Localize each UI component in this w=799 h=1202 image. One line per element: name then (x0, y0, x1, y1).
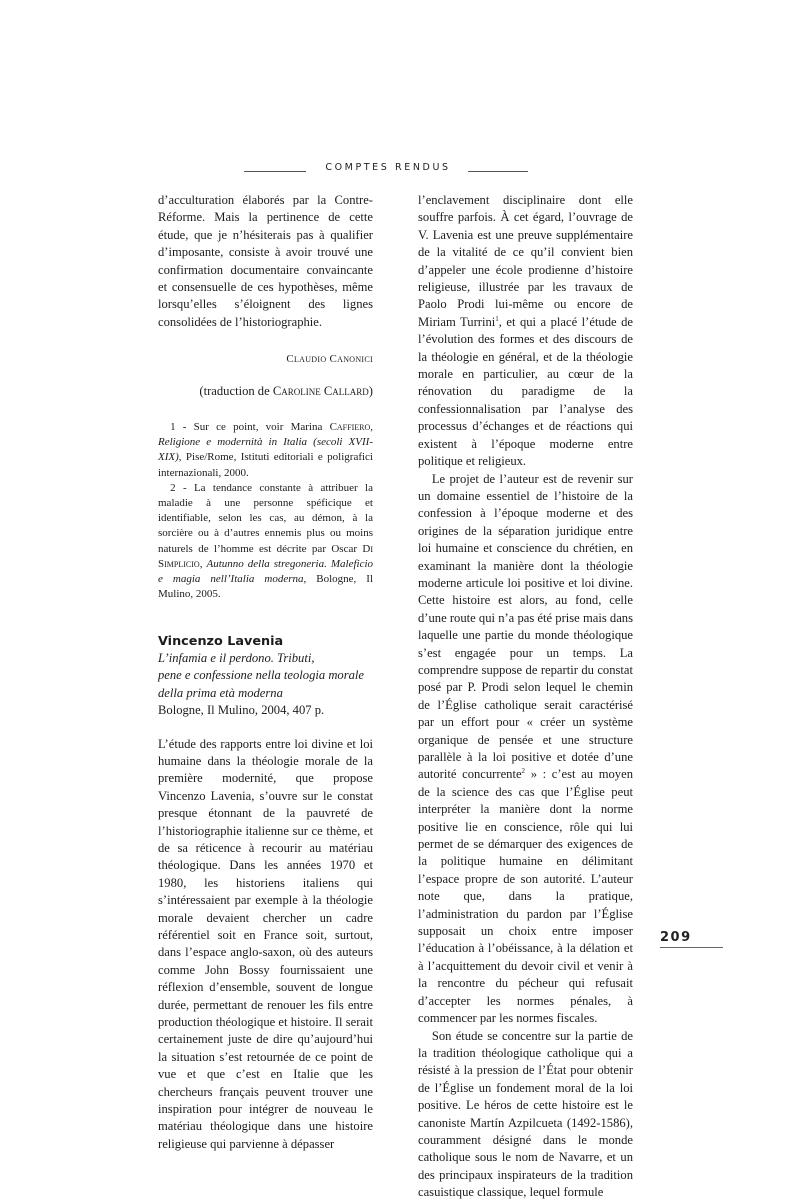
previous-review-ending: d’acculturation élaborés par la Contre-Réforme. Mais la pertinence de cette étude, que je n’hésiterais pas à qualifier d’imposante, consiste à avoir trouvé une confirmation documentaire convaincante et consensuelle de ces hypothèses, même lorsqu’elles s’éloignent des lignes consolidées de l’historiographie. (158, 193, 373, 329)
translator-name: Caroline Callard (272, 383, 369, 398)
book-title-line-1: L’infamia e il perdono. Tributi, (158, 650, 315, 665)
right-column (418, 192, 633, 1202)
reviewer-signature: Claudio Canonici (286, 353, 373, 366)
book-author: Vincenzo Lavenia (158, 633, 284, 649)
note-call-1: 1 (495, 314, 499, 323)
review-paragraph-3: Son étude se concentre sur la partie de la tradition théologique catholique qui a résisté à la pression de l’État pour obtenir de l’Église un fondement moral de la loi positive. Le héros de cette histoire est le canoniste Martín Azpilcueta (1492-1586), couramment désigné dans le monde catholique sous le nom de Navarre, et un des principaux inspirateurs de la tradition casuistique classique, lequel formule (418, 1028, 633, 1200)
footnote-2: 2 - La tendance constante à attribuer la maladie à une personne spéficique et identifiable, selon les cas, au démon, à la sorcière ou à d’autres ennemis plus ou moins naturels de l’homme est décrite par Oscar Di Simplicio, Autunno della stregoneria. Maleficio e magia nell’Italia moderna, Bologne, Il Mulino, 2005. (158, 481, 374, 601)
book-publication: Bologne, Il Mulino, 2004, 407 p. (158, 703, 325, 718)
book-reference (158, 633, 373, 720)
footnote-1: 1 - Sur ce point, voir Marina Caffiero, Religione e modernità in Italia (secoli XVII-XIX), Pise/Rome, Istituti editoriali e poligrafici internazionali, 2000. (158, 421, 373, 479)
book-title-line-3: della prima età moderna (158, 685, 283, 700)
review-paragraph-continued: l’enclavement disciplinaire dont elle souffre parfois. À cet égard, l’ouvrage de V. Lavenia est une preuve supplémentaire de la vitalité de ce qu’il convient bien d’appeler une école prodienne d’histoire religieuse, illustrée par les travaux de Paolo Prodi lui-même ou encore de Miriam Turrini$^1$, et qui a placé l’étude de l’évolution des formes et des discours de la théologie en général, et de la théologie morale en particulier, au cœur de la rénovation du paradigme de la confessionnalisation par l’analyse des processus d’échanges et de réactions qui existent à l’époque moderne entre politique et religieux. (418, 193, 633, 469)
page-number-rule (660, 947, 723, 948)
left-column (158, 192, 373, 1153)
header-rule-right (468, 171, 528, 172)
translation-credit: (traduction de Caroline Callard) (199, 383, 373, 398)
book-title-line-2: pene e confessione nella teologia morale (158, 668, 364, 683)
running-header: COMPTES RENDUS (325, 162, 451, 173)
footnotes (158, 420, 373, 602)
note-call-2: 2 (521, 767, 526, 776)
review-paragraph-1: L’étude des rapports entre loi divine et loi humaine dans la théologie morale de la première modernité, que propose Vincenzo Lavenia, s’ouvre sur le constat presque étonnant de la pauvreté de l’historiographie italienne sur ce thème, et de sa réticence à recourir au matériau théologique. Dans les années 1970 et 1980, les historiens italiens qui s’intéressaient par exemple à la théologie morale devaient chercher un cadre référentiel soit en France soit, surtout, dans l’espace anglo-saxon, où des auteurs comme John Bossy fournissaient une réflexion d’ensemble, souvent de longue durée, permettant de renouer les fils entre production théologique et histoire. Il serait certainement juste de dire qu’aujourd’hui la situation s’est retournée de ce point de vue et que c’est en Italie que les chercheurs français peuvent trouver une inspiration pour intégrer de nouveau le matériau théologique dans une histoire religieuse qui parvienne à dépasser (158, 736, 373, 1151)
header-rule-left (244, 171, 306, 172)
page-number: 209 (660, 930, 692, 945)
review-paragraph-2: Le projet de l’auteur est de revenir sur un domaine essentiel de l’histoire de la confession à l’époque moderne et des origines de la séparation juridique entre loi humaine et conscience du chrétien, en examinant la manière dont la théologie moderne articule loi positive et loi divine. Cette histoire est alors, au fond, celle d’une route qui n’a pas été prise mais dans laquelle une partie du monde théologique s’est engagée pour un temps. La comprendre suppose de repartir du constat posé par P. Prodi selon lequel le chemin de l’Église catholique serait caractérisé par un effort pour « créer un système organique de pensée et une structure parallèle à la loi positive et dotée d’une autorité concurrente$^2$ » : c’est au moyen de la science des cas que l’Église peut interpréter la manière dont la norme positive lie en conscience, rôle qui lui permet de se démarquer des exigences de la politique humaine en délimitant l’espace propre de son autorité. L’auteur note que, dans la pratique, l’administration du pardon par l’Église supposait un choix entre imposer l’éducation à l’obéissance, à la délation et à l’acquittement du devoir civil et venir à la rencontre du pécheur qui refusait d’accepter les normes pénales, à commencer par les normes fiscales. (418, 471, 633, 1026)
